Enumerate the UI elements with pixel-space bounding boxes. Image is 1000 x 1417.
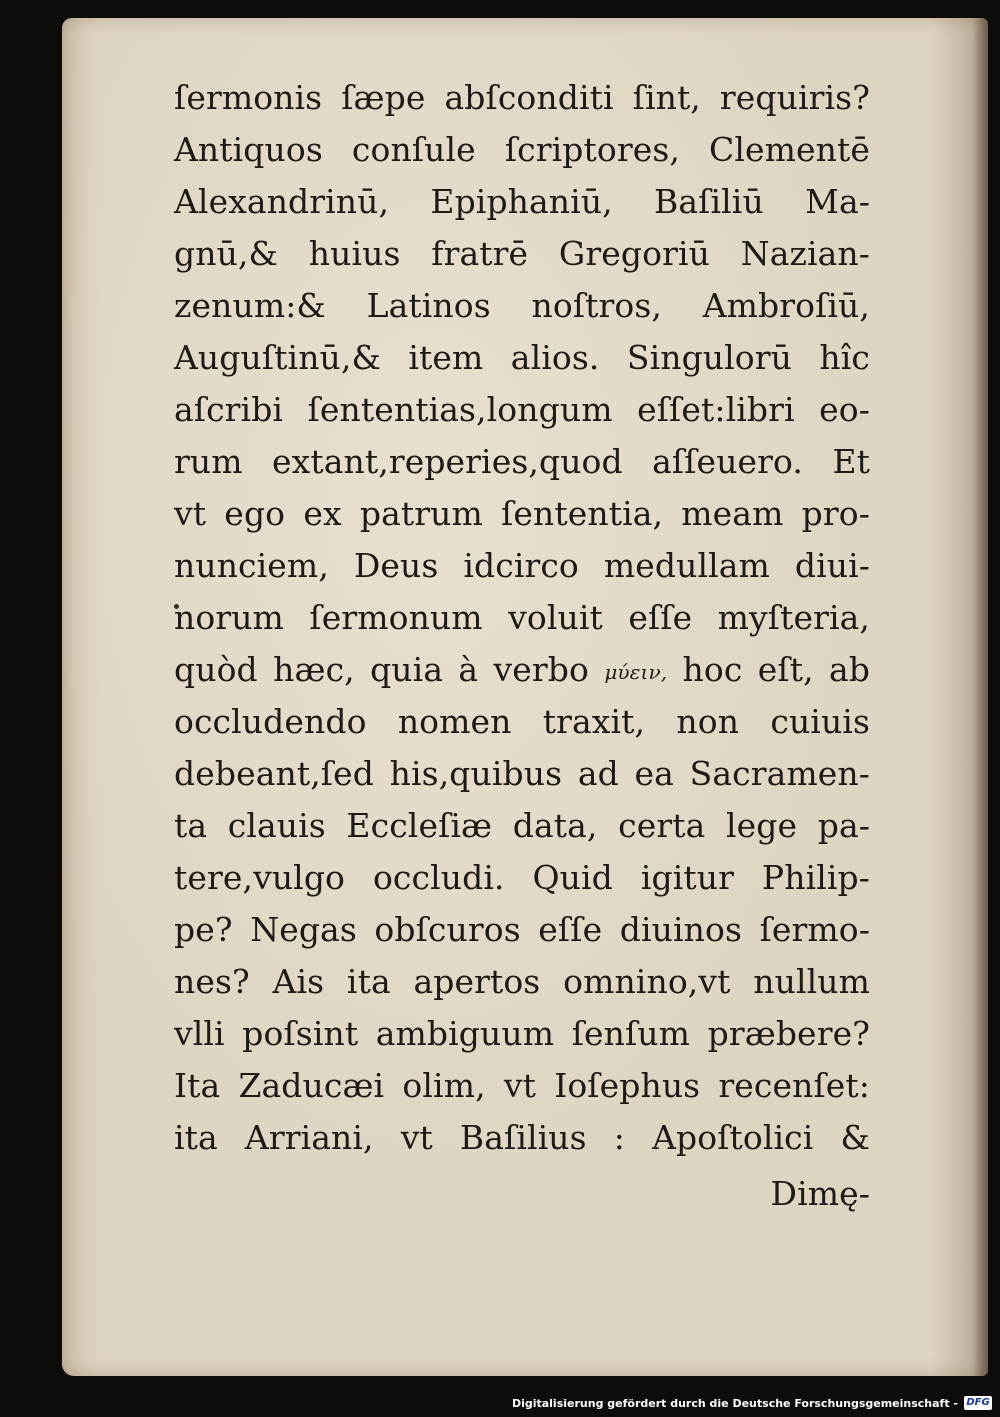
text-line: debeant,ſed his,quibus ad ea Sacramen-	[174, 754, 870, 793]
digitization-credit	[512, 1392, 992, 1414]
page-edge-shadow	[972, 18, 988, 1376]
text-line: occludendo nomen traxit, non cuiuis	[174, 702, 870, 741]
text-line: vt ego ex patrum ſententia, meam pro-	[174, 494, 870, 533]
text-segment: quòd hæc, quia à verbo	[174, 650, 589, 689]
text-segment: hoc eſt, ab	[682, 650, 870, 689]
text-line: ta clauis Eccleſiæ data, certa lege pa-	[174, 806, 870, 845]
text-line: nunciem, Deus idcirco medullam diui-	[174, 546, 870, 585]
text-line: Alexandrinū, Epiphaniū, Baſiliū Ma-	[174, 182, 870, 221]
catchword: Dimę-	[770, 1174, 870, 1213]
text-line: pe? Negas obſcuros eſſe diuinos ſermo-	[174, 910, 870, 949]
text-line: tere,vulgo occludi. Quid igitur Philip-	[174, 858, 870, 897]
text-line: zenum:& Latinos noſtros, Ambroſiū,	[174, 286, 870, 325]
text-line: ſermonis ſæpe abſconditi ſint, requiris?	[174, 78, 870, 117]
text-line: Ita Zaducæi olim, vt Ioſephus recenſet:	[174, 1066, 870, 1105]
text-line: nes? Ais ita apertos omnino,vt nullum	[174, 962, 870, 1001]
text-line: gnū,& huius fratrē Gregoriū Nazian-	[174, 234, 870, 273]
text-line: vlli poſsint ambiguum ſenſum præbere?	[174, 1014, 870, 1053]
latin-text-block	[174, 72, 870, 1220]
text-line: ita Arriani, vt Baſilius : Apoſtolici &	[174, 1118, 870, 1157]
text-line: Antiquos conſule ſcriptores, Clementē	[174, 130, 870, 169]
text-line-with-greek	[174, 644, 870, 696]
text-line: norum ſermonum voluit eſſe myſteria,	[174, 598, 870, 637]
text-line: rum extant,reperies,quod aſſeuero. Et	[174, 442, 870, 481]
text-line: Auguſtinū,& item alios. Singulorū hîc	[174, 338, 870, 377]
text-line: aſcribi ſententias,longum eſſet:libri eo-	[174, 390, 870, 429]
credit-text: Digitalisierung gefördert durch die Deutsche Forschungsgemeinschaft -	[511, 1396, 958, 1410]
dfg-logo-icon: DFG	[964, 1396, 992, 1410]
greek-word: μύειν,	[604, 660, 668, 684]
